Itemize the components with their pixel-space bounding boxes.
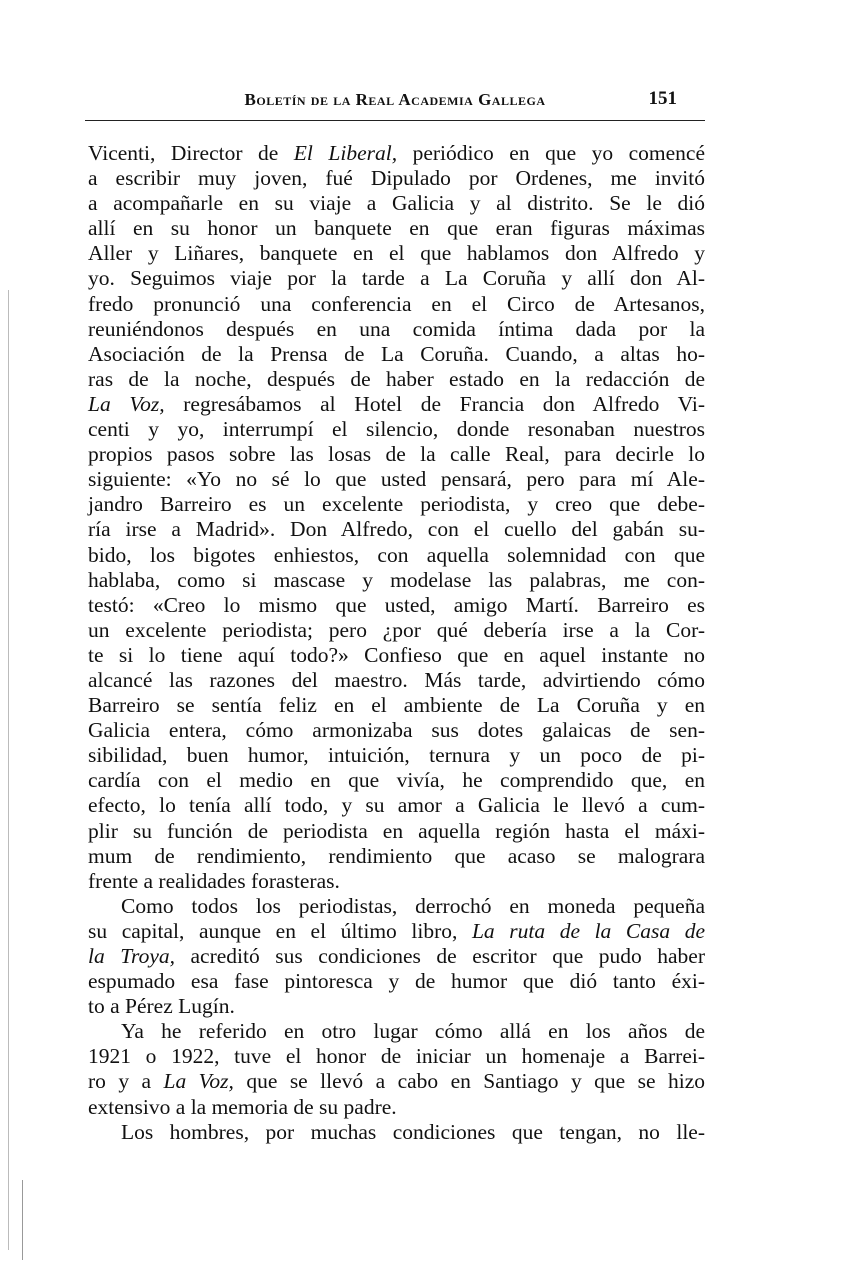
text-line [88,1095,705,1120]
page-number: 151 [648,88,677,109]
text-line [88,216,705,241]
text-line [88,166,705,191]
text-line [88,517,705,542]
text-segment: su capital, aunque en el último libro, [88,918,472,943]
text-line [88,593,705,618]
text-segment: un excelente periodista; pero ¿por qué debería irse a la Cor- [88,617,705,642]
text-line [88,317,705,342]
text-line [88,266,705,291]
text-line [88,844,705,869]
text-segment: to a Pérez Lugín. [88,994,235,1019]
text-line [88,819,705,844]
text-segment: te si lo tiene aquí todo?» Confieso que en aquel instante no [88,642,705,667]
text-segment: mum de rendimiento, rendimiento que acaso se malograra [88,843,705,868]
text-line [88,492,705,517]
text-segment: Galicia entera, cómo armonizaba sus dotes galaicas de sen- [88,718,705,743]
text-segment: ro y a [88,1069,164,1094]
text-segment: jandro Barreiro es un excelente periodista, y creo que debe- [88,492,705,517]
text-line [88,342,705,367]
text-line [88,1019,705,1044]
body-text [88,141,705,1145]
text-line [88,1044,705,1069]
text-line [88,969,705,994]
text-line [88,919,705,944]
text-line [88,191,705,216]
text-line [88,643,705,668]
text-segment: propios pasos sobre las losas de la calle Real, para decirle lo [88,442,705,467]
text-line [88,768,705,793]
text-segment: a escribir muy joven, fué Dipulado por Ordenes, me invitó [88,166,705,191]
running-title: Boletín de la Real Academia Gallega [244,90,546,109]
text-segment: centi y yo, interrumpí el silencio, donde resonaban nuestros [88,417,705,442]
text-segment: que se llevó a cabo en Santiago y que se hizo [233,1069,706,1094]
scan-edge-mark [22,1180,23,1260]
text-line [88,1120,705,1145]
text-line [88,718,705,743]
text-segment: Ya he referido en otro lugar cómo allá en los años de [121,1019,705,1044]
text-segment: hablaba, como si mascase y modelase las palabras, me con- [88,567,705,592]
text-line [88,467,705,492]
text-segment: yo. Seguimos viaje por la tarde a La Coruña y allí don Al- [88,266,705,291]
text-segment: ras de la noche, después de haber estado en la redacción de [88,366,705,391]
text-segment: reuniéndonos después en una comida íntima dada por la [88,316,705,341]
text-line [88,417,705,442]
text-segment: Aller y Liñares, banquete en el que hablamos don Alfredo y [88,241,705,266]
text-segment: fredo pronunció una conferencia en el Circo de Artesanos, [88,291,705,316]
text-line [88,618,705,643]
text-line [88,944,705,969]
text-line [88,743,705,768]
text-line [88,442,705,467]
text-segment: bido, los bigotes enhiestos, con aquella solemnidad con que [88,542,705,567]
text-segment: espumado esa fase pintoresca y de humor que dió tanto éxi- [88,969,705,994]
text-segment: testó: «Creo lo mismo que usted, amigo Martí. Barreiro es [88,592,705,617]
italic-title: El Liberal, [293,141,398,165]
text-segment: cardía con el medio en que vivía, he comprendido que, en [88,768,705,793]
italic-title: La ruta de la Casa de [471,918,705,943]
text-segment: ría irse a Madrid». Don Alfredo, con el cuello del gabán su- [88,517,705,542]
text-segment: Vicenti, Director de [88,141,294,165]
text-segment: acreditó sus condiciones de escritor que pudo haber [175,944,706,968]
text-segment: Barreiro se sentía feliz en el ambiente de La Coruña y en [88,693,705,718]
text-segment: siguiente: «Yo no sé lo que usted pensará, pero para mí Ale- [88,467,705,492]
text-segment: allí en su honor un banquete en que eran figuras máximas [88,216,705,241]
italic-title: La Voz, [163,1069,234,1094]
text-segment: a acompañarle en su viaje a Galicia y al distrito. Se le dió [88,191,705,216]
text-line [88,894,705,919]
text-line [88,668,705,693]
page-header [85,88,705,118]
text-line [88,793,705,818]
italic-title: La Voz, [88,391,165,416]
italic-title: la Troya, [88,944,175,968]
text-line [88,869,705,894]
text-segment: extensivo a la memoria de su padre. [88,1094,397,1119]
header-rule [85,120,705,121]
text-line [88,392,705,417]
text-line [88,994,705,1019]
text-line [88,1069,705,1094]
text-segment: 1921 o 1922, tuve el honor de iniciar un homenaje a Barrei- [88,1044,705,1069]
scan-edge-mark [8,290,9,1250]
text-segment: regresábamos al Hotel de Francia don Alfredo Vi- [164,391,705,416]
text-segment: Como todos los periodistas, derrochó en moneda pequeña [121,893,705,918]
text-segment: sibilidad, buen humor, intuición, ternura y un poco de pi- [88,743,705,768]
text-line [88,568,705,593]
text-line [88,292,705,317]
text-line [88,693,705,718]
text-segment: frente a realidades forasteras. [88,868,340,893]
text-segment: Asociación de la Prensa de La Coruña. Cuando, a altas ho- [88,341,705,366]
text-line [88,543,705,568]
text-line [88,367,705,392]
text-segment: plir su función de periodista en aquella región hasta el máxi- [88,818,705,843]
text-segment: efecto, lo tenía allí todo, y su amor a Galicia le llevó a cum- [88,793,705,818]
text-line [88,141,705,166]
text-line [88,241,705,266]
text-segment: alcancé las razones del maestro. Más tarde, advirtiendo cómo [88,667,705,692]
text-segment: Los hombres, por muchas condiciones que tengan, no lle- [121,1119,705,1144]
text-segment: periódico en que yo comencé [397,141,706,165]
